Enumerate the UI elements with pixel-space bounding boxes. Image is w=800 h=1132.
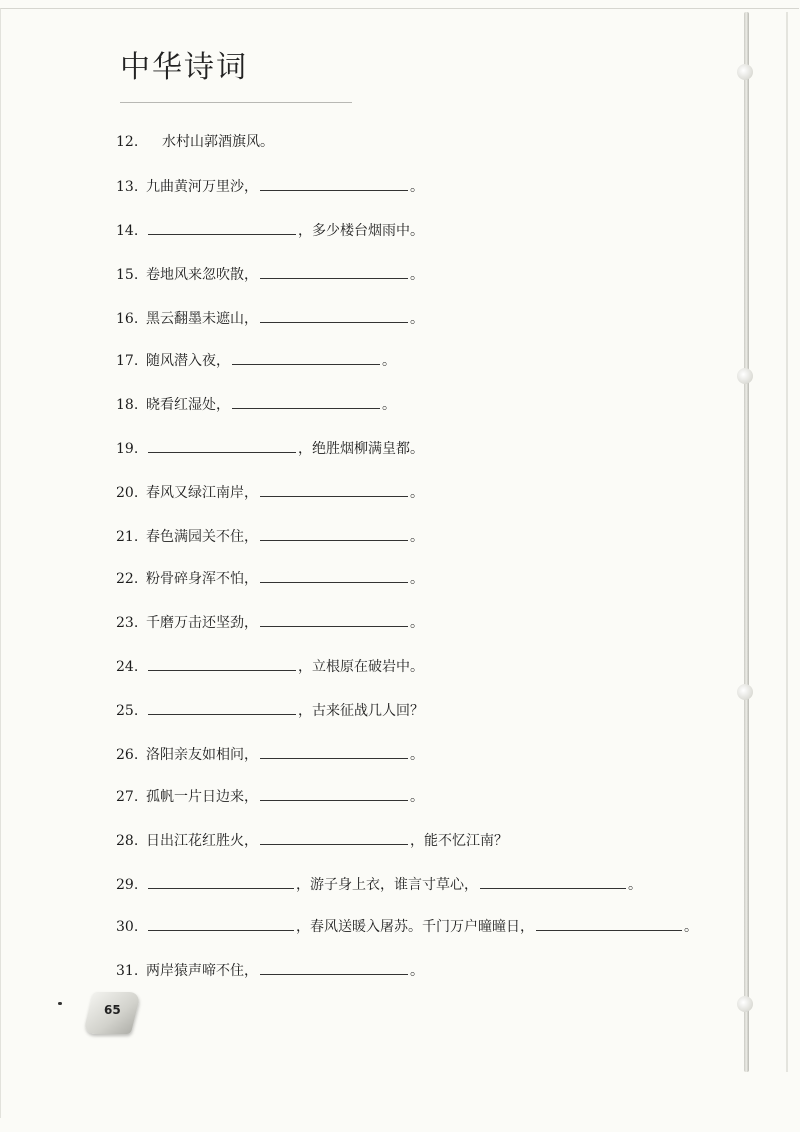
question-text: 。 — [410, 963, 424, 979]
answer-blank[interactable] — [536, 916, 682, 931]
question-text: 。 — [382, 353, 396, 369]
question-number: 26. — [116, 747, 139, 763]
answer-blank[interactable] — [260, 526, 408, 541]
question-number: 24. — [116, 659, 139, 675]
question-number: 20. — [116, 485, 139, 501]
question-item — [116, 568, 424, 589]
binding-ring-icon — [737, 64, 753, 80]
question-item — [116, 220, 424, 241]
question-text: 洛阳亲友如相问， — [146, 747, 258, 763]
question-text: 九曲黄河万里沙， — [146, 179, 258, 195]
question-number: 15. — [116, 267, 139, 283]
question-text: 粉骨碎身浑不怕， — [146, 571, 258, 587]
question-item — [116, 960, 424, 981]
question-number: 31. — [116, 963, 139, 979]
question-text: 。 — [410, 267, 424, 283]
answer-blank[interactable] — [260, 830, 408, 845]
page-border — [0, 8, 799, 1118]
question-number: 22. — [116, 571, 139, 587]
question-text: 。 — [410, 311, 424, 327]
answer-blank[interactable] — [260, 176, 408, 191]
answer-blank[interactable] — [148, 220, 296, 235]
answer-blank[interactable] — [148, 656, 296, 671]
question-text: 。 — [410, 615, 424, 631]
question-number: 14. — [116, 223, 139, 239]
question-text: 。 — [628, 877, 642, 893]
question-text: 日出江花红胜火， — [146, 833, 258, 849]
question-item — [116, 656, 424, 677]
answer-blank[interactable] — [260, 482, 408, 497]
binding-ring-icon — [737, 684, 753, 700]
answer-blank[interactable] — [260, 308, 408, 323]
question-item — [116, 874, 642, 895]
question-text: ，春风送暖入屠苏。千门万户曈曈日， — [296, 919, 534, 935]
answer-blank[interactable] — [260, 264, 408, 279]
binding-ring-icon — [737, 368, 753, 384]
question-text: 。 — [382, 397, 396, 413]
question-item — [116, 526, 424, 547]
binding-spine — [744, 12, 749, 1072]
question-text: 水村山郭酒旗风。 — [162, 134, 274, 150]
question-number: 12. — [116, 134, 139, 150]
question-item — [116, 786, 424, 807]
question-text: 。 — [410, 179, 424, 195]
question-text: 随风潜入夜， — [146, 353, 230, 369]
question-item — [116, 132, 274, 152]
question-number: 27. — [116, 789, 139, 805]
question-item — [116, 612, 424, 633]
question-text: 晓看红湿处， — [146, 397, 230, 413]
question-text: 。 — [410, 747, 424, 763]
answer-blank[interactable] — [232, 350, 380, 365]
question-text: 卷地风来忽吹散， — [146, 267, 258, 283]
question-item — [116, 830, 508, 851]
answer-blank[interactable] — [260, 744, 408, 759]
question-number: 30. — [116, 919, 139, 935]
question-number: 18. — [116, 397, 139, 413]
question-text: 。 — [410, 571, 424, 587]
question-number: 23. — [116, 615, 139, 631]
question-text: ，古来征战几人回？ — [298, 703, 424, 719]
question-item — [116, 350, 396, 371]
answer-blank[interactable] — [148, 874, 294, 889]
question-text: ，游子身上衣，谁言寸草心， — [296, 877, 478, 893]
question-item — [116, 394, 396, 415]
question-item — [116, 482, 424, 503]
answer-blank[interactable] — [260, 568, 408, 583]
page-edge — [786, 12, 788, 1072]
answer-blank[interactable] — [148, 700, 296, 715]
question-number: 25. — [116, 703, 139, 719]
answer-blank[interactable] — [480, 874, 626, 889]
question-number: 19. — [116, 441, 139, 457]
answer-blank[interactable] — [260, 786, 408, 801]
question-text: ，能不忆江南？ — [410, 833, 508, 849]
binding-ring-icon — [737, 996, 753, 1012]
question-number: 13. — [116, 179, 139, 195]
page-title: 中华诗词 — [120, 50, 248, 85]
answer-blank[interactable] — [232, 394, 380, 409]
title-underline — [120, 102, 352, 103]
question-number: 29. — [116, 877, 139, 893]
question-number: 28. — [116, 833, 139, 849]
question-text: 。 — [410, 529, 424, 545]
question-item — [116, 700, 424, 721]
question-item — [116, 308, 424, 329]
question-number: 16. — [116, 311, 139, 327]
question-text: 。 — [410, 789, 424, 805]
question-text: 千磨万击还坚劲， — [146, 615, 258, 631]
answer-blank[interactable] — [260, 960, 408, 975]
question-text: 孤帆一片日边来， — [146, 789, 258, 805]
answer-blank[interactable] — [148, 916, 294, 931]
question-number: 17. — [116, 353, 139, 369]
question-text: 春色满园关不住， — [146, 529, 258, 545]
question-text: 两岸猿声啼不住， — [146, 963, 258, 979]
question-text: 黑云翻墨未遮山， — [146, 311, 258, 327]
page-number: 65 — [104, 1003, 121, 1017]
question-text: ，多少楼台烟雨中。 — [298, 223, 424, 239]
question-item — [116, 176, 424, 197]
answer-blank[interactable] — [148, 438, 296, 453]
question-number: 21. — [116, 529, 139, 545]
ink-speck — [58, 1002, 62, 1005]
question-item — [116, 916, 698, 937]
question-text: ，立根原在破岩中。 — [298, 659, 424, 675]
answer-blank[interactable] — [260, 612, 408, 627]
question-text: 春风又绿江南岸， — [146, 485, 258, 501]
question-item — [116, 744, 424, 765]
question-text: ，绝胜烟柳满皇都。 — [298, 441, 424, 457]
question-item — [116, 438, 424, 459]
question-text: 。 — [684, 919, 698, 935]
question-text: 。 — [410, 485, 424, 501]
question-item — [116, 264, 424, 285]
